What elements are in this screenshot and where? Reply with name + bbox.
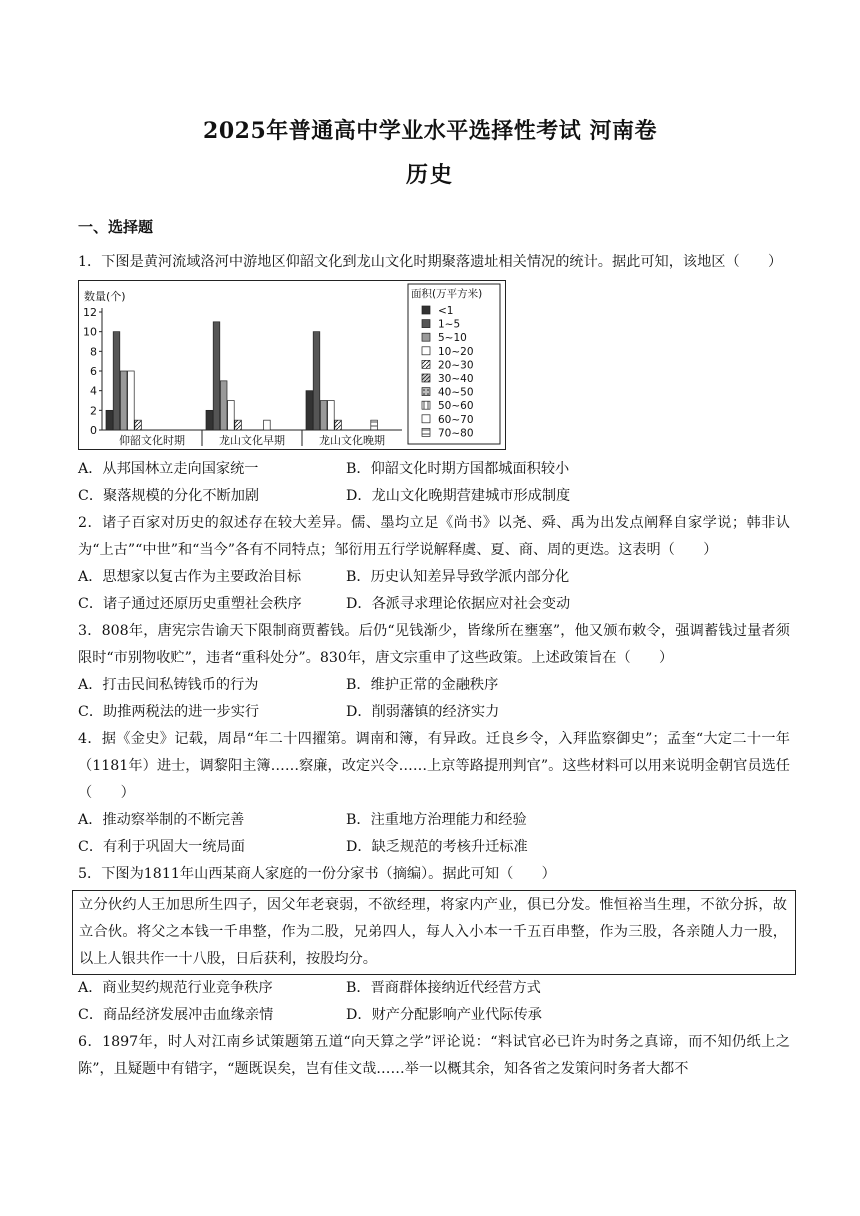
y-tick-label: 8 [90,345,97,359]
option-c[interactable]: C．有利于巩固大一统局面 [78,839,245,855]
section-heading: 一、选择题 [78,218,154,236]
question-stem: 1．下图是黄河流域洛河中游地区仰韶文化到龙山文化时期聚落遗址相关情况的统计。据此可知，该地区（ ） [78,254,783,270]
legend-label: 70~80 [438,427,474,440]
bar-1~5 [113,332,120,430]
option-a[interactable]: A．推动察举制的不断完善 [78,812,245,828]
legend-label: 10~20 [438,345,474,358]
y-tick-label: 0 [90,424,97,437]
legend-label: 5~10 [438,332,467,345]
legend-swatch [422,333,430,341]
option-c[interactable]: C．助推两税法的进一步实行 [78,704,260,720]
legend-swatch [422,401,430,409]
option-b[interactable]: B．晋商群体接纳近代经营方式 [346,980,541,996]
question-6 [78,1029,790,1083]
bar-<1 [106,410,113,430]
bar-70~80 [371,420,378,430]
options [78,807,790,861]
question-list [78,249,790,1083]
bar-1~5 [213,322,220,430]
source-document-box [72,890,796,975]
bar-10~20 [228,401,235,431]
x-category-label: 仰韶文化时期 [119,434,185,447]
question-stem: 3．808年，唐宪宗告谕天下限制商贾蓄钱。后仍“见钱渐少，皆缘所在壅塞”，他又颁布敕令，强调蓄钱过量者须限时“市别物收贮”，违者“重科处分”。830年，唐文宗重申了这些政策。上述政策旨在（ ） [78,623,790,666]
option-b[interactable]: B．注重地方治理能力和经验 [346,812,527,828]
option-a[interactable]: A．从邦国林立走向国家统一 [78,461,259,477]
legend-swatch [422,428,430,436]
question-2 [78,510,790,618]
option-c[interactable]: C．诸子通过还原历史重塑社会秩序 [78,596,302,612]
source-text: 立分伙约人王加思所生四子，因父年老衰弱，不欲经理，将家内产业，俱已分发。惟恒裕当生理，不欲分拆，故立合伙。将父之本钱一千串整，作为二股，兄弟四人，每人入小本一千五百串整，作为三股，各亲随人力一股，以上人银共作一十八股，日后获利，按股均分。 [79,897,787,967]
option-d[interactable]: D．财产分配影响产业代际传承 [346,1007,542,1023]
question-stem: 4．据《金史》记载，周昂“年二十四擢第。调南和簿，有异政。迁良乡令，入拜监察御史”；孟奎“大定二十一年（1181年）进士，调黎阳主簿……察廉，改定兴令……上京等路提刑判官”。这些材料可以用来说明金朝官员选任（ ） [78,731,790,801]
y-tick-label: 12 [83,306,97,319]
bar-1~5 [313,332,320,430]
y-axis-label: 数量(个) [84,290,126,303]
y-tick-label: 6 [90,365,97,378]
bar-5~10 [220,381,227,430]
question-stem: 6．1897年，时人对江南乡试策题第五道“向天算之学”评论说：“料试官必已许为时务之真谛，而不知仍纸上之陈”，且疑题中有错字，“题既误矣，岂有佳文哉……举一以概其余，知各省之发策问时务者大都不 [78,1034,790,1077]
legend-label: 20~30 [438,359,474,372]
legend-swatch [422,347,430,355]
option-a[interactable]: A．商业契约规范行业竞争秩序 [78,980,273,996]
question-4 [78,726,790,861]
options [78,672,790,726]
option-c[interactable]: C．商品经济发展冲击血缘亲情 [78,1007,274,1023]
question-1 [78,249,790,510]
bar-20~30 [335,420,342,430]
legend-label: 60~70 [438,413,474,426]
bar-10~20 [128,371,135,430]
subject-title: 历史 [405,162,454,188]
option-b[interactable]: B．维护正常的金融秩序 [346,677,499,693]
legend-swatch [422,415,430,423]
bar-5~10 [120,371,127,430]
x-category-label: 龙山文化晚期 [319,434,385,447]
question-stem: 2．诸子百家对历史的叙述存在较大差异。儒、墨均立足《尚书》以尧、舜、禹为出发点阐释自家学说；韩非认为“上古”“中世”和“当今”各有不同特点；邹衍用五行学说解释虞、夏、商、周的更迭。这表明（ ） [78,515,790,558]
bar-20~30 [235,420,242,430]
legend-label: <1 [438,305,454,317]
legend-label: 1~5 [438,318,461,331]
x-category-label: 龙山文化早期 [219,434,285,447]
legend-swatch [422,360,430,368]
legend-label: 50~60 [438,400,474,413]
legend-swatch [422,374,430,382]
options [78,456,790,510]
options [78,975,790,1029]
legend-label: 40~50 [438,386,474,399]
option-c[interactable]: C．聚落规模的分化不断加剧 [78,488,260,504]
option-b[interactable]: B．仰韶文化时期方国都城面积较小 [346,461,570,477]
bar-<1 [306,391,313,430]
option-b[interactable]: B．历史认知差异导致学派内部分化 [346,569,570,585]
option-a[interactable]: A．思想家以复古作为主要政治目标 [78,569,302,585]
legend-label: 30~40 [438,373,474,385]
options [78,564,790,618]
legend-swatch [422,320,430,328]
bar-<1 [206,410,213,430]
option-a[interactable]: A．打击民间私铸钱币的行为 [78,677,259,693]
question-3 [78,618,790,726]
y-tick-label: 4 [90,384,97,398]
y-tick-label: 2 [90,404,97,418]
question-5 [78,861,790,1029]
option-d[interactable]: D．缺乏规范的考核升迁标准 [346,839,528,855]
bar-10~20 [328,401,335,431]
legend-swatch [422,306,430,314]
legend-title: 面积(万平方米) [411,288,483,300]
option-d[interactable]: D．各派寻求理论依据应对社会变动 [346,596,571,612]
option-d[interactable]: D．削弱藩镇的经济实力 [346,704,500,720]
legend-swatch [422,388,430,396]
exam-title: 2025年普通高中学业水平选择性考试 河南卷 [203,118,657,144]
option-d[interactable]: D．龙山文化晚期营建城市形成制度 [346,488,571,504]
bar-5~10 [320,401,327,431]
question-stem: 5．下图为1811年山西某商人家庭的一份分家书（摘编）。据此可知（ ） [78,866,556,882]
bar-60~70 [264,420,271,430]
y-tick-label: 10 [83,325,97,339]
bar-20~30 [135,420,142,430]
settlement-bar-chart [78,280,506,450]
